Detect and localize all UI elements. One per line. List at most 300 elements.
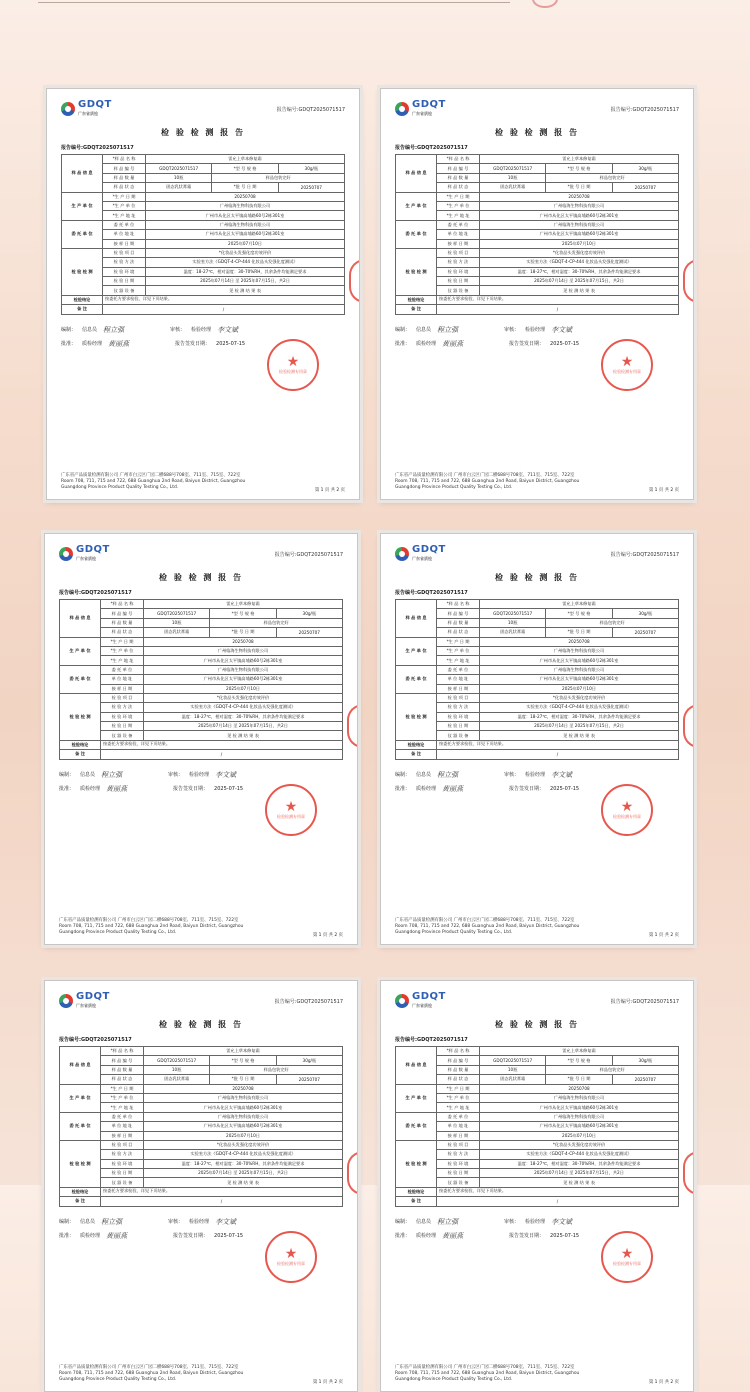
section-test: 检 验 检 测: [60, 693, 101, 740]
cell-label: 样 品 编 号: [437, 1056, 480, 1065]
cell-label: 单 位 地 址: [437, 675, 480, 684]
cell-sample-name: 雷允上草本修复霜: [144, 1047, 343, 1056]
sign-label: 批准：: [395, 785, 411, 792]
cell-label: *型 号 规 格: [546, 164, 612, 173]
cell-test-item: *化妆品头发强化度功效评价: [144, 693, 343, 702]
cell-sample-name: 雷允上草本修复霜: [480, 600, 679, 609]
cell-prod-date: 20250708: [480, 192, 679, 201]
signature-reviewer: 李文斌: [215, 1217, 237, 1226]
section-client: 委 托 单 位: [396, 220, 437, 248]
cell-test-date: 2025年07月14日 至 2025年07月15日，共2日: [480, 277, 679, 286]
report-no: GDQT2025071517: [81, 1037, 132, 1043]
footer-company-en: Guangdong Province Product Quality Testing Co., Ltd.: [395, 485, 513, 490]
signature-reviewer: 李文斌: [551, 770, 573, 779]
cell-label: 样 品 状 态: [101, 1075, 144, 1084]
report-table: [59, 1046, 343, 1207]
cell-prod-addr: 广州市从化区太平镇高埔路60号2栋301室: [480, 211, 679, 220]
report-title: 检 验 检 测 报 告: [495, 572, 579, 582]
cell-qty: 10瓶: [480, 618, 546, 627]
cell-label: 委 托 单 位: [437, 665, 480, 674]
cell-test-method: 实验室方法《GDQT-4-CP-444 化妆品头发强化度测试》: [144, 703, 343, 712]
cell-sample-no: GDQT2025071517: [480, 1056, 546, 1065]
report-footer: [61, 473, 345, 491]
section-conclusion: 检验结论: [396, 1187, 437, 1196]
report-no-top: GDQT2025071517: [296, 551, 343, 558]
cell-remark: /: [437, 1197, 679, 1206]
signature-approver: 黄丽燕: [106, 784, 128, 793]
cell-label: *生 产 日 期: [437, 637, 480, 646]
cell-spec: 30g/瓶: [612, 1056, 678, 1065]
cell-batch: 20250707: [612, 628, 678, 637]
section-conclusion: 检验结论: [60, 740, 101, 749]
footer-address-en: Room 708, 711, 715 and 722, 688 Guanghua 2nd Road, Baiyun District, Guangzhou: [395, 1371, 580, 1376]
cell-label: 检 验 日 期: [101, 1169, 144, 1178]
cell-package: 样品包装完好: [212, 173, 345, 182]
cell-label: *生 产 日 期: [437, 192, 480, 201]
footer-address-cn: 广东省产品质量检测有限公司 广州市白云区广园二横688号708室、711室、715室、722室: [395, 918, 575, 923]
sign-label: 编制：: [395, 1218, 411, 1225]
section-client: 委 托 单 位: [60, 665, 101, 693]
cell-equipment: 见 检 测 结 果 表: [146, 286, 345, 295]
cell-batch: 20250707: [278, 183, 344, 192]
issue-date-label: 报告签发日期：: [173, 1232, 209, 1239]
footer-address-en: Room 708, 711, 715 and 722, 688 Guanghua 2nd Road, Baiyun District, Guangzhou: [59, 924, 244, 929]
sign-label: 审核：: [504, 326, 520, 333]
cell-label: *批 号 日 期: [546, 628, 612, 637]
cell-label: *生 产 地 址: [437, 1103, 480, 1112]
cell-label: 单 位 地 址: [437, 1122, 480, 1131]
cell-label: *生 产 日 期: [101, 637, 144, 646]
sign-role: 检验经理: [525, 326, 546, 333]
report-title: 检 验 检 测 报 告: [161, 127, 245, 137]
page-number: 第 1 页 共 2 页: [312, 933, 343, 938]
gdqt-logo: [59, 992, 110, 1010]
cell-prod-unit: 广州临海生物科技有限公司: [480, 646, 679, 655]
cell-batch: 20250707: [612, 1075, 678, 1084]
signature-reviewer: 李文斌: [217, 325, 239, 334]
report-footer: [395, 473, 679, 491]
report-title: 检 验 检 测 报 告: [495, 1019, 579, 1029]
cell-label: *生 产 单 位: [101, 646, 144, 655]
page-number: 第 1 页 共 2 页: [314, 488, 345, 493]
section-test: 检 验 检 测: [396, 1140, 437, 1187]
cell-label: 仪 器 设 备: [437, 1178, 480, 1187]
sign-role: 检验经理: [191, 326, 212, 333]
cell-label: 单 位 地 址: [101, 1122, 144, 1131]
footer-address-cn: 广东省产品质量检测有限公司 广州市白云区广园二横688号708室、711室、715室、722室: [395, 1365, 575, 1370]
sign-label: 批准：: [59, 1232, 75, 1239]
cell-label: 检 验 项 目: [437, 248, 480, 257]
cell-label: 检 验 日 期: [101, 722, 144, 731]
cell-prod-addr: 广州市从化区太平镇高埔路60号2栋301室: [144, 1103, 343, 1112]
cell-label: 检 验 环 境: [437, 712, 480, 721]
signature-editor: 程立强: [437, 770, 459, 779]
cell-label: *型 号 规 格: [210, 1056, 276, 1065]
signature-approver: 黄丽燕: [442, 1231, 464, 1240]
cell-equipment: 见 检 测 结 果 表: [480, 286, 679, 295]
signature-reviewer: 李文斌: [215, 770, 237, 779]
section-sample: 样 品 信 息: [396, 600, 437, 638]
section-producer: 生 产 单 位: [60, 637, 101, 665]
cell-label: 检 验 项 目: [437, 693, 480, 702]
sign-label: 批准：: [59, 785, 75, 792]
footer-address-en: Room 708, 711, 715 and 722, 688 Guanghua 2nd Road, Baiyun District, Guangzhou: [395, 479, 580, 484]
logo-text: GDQT: [412, 99, 446, 110]
sign-role: 信息员: [416, 326, 432, 333]
logo-icon: [61, 102, 75, 116]
cell-prod-date: 20250708: [144, 1084, 343, 1093]
cell-recv-date: 2025年07月10日: [146, 239, 345, 248]
cell-label: 仪 器 设 备: [101, 731, 144, 740]
cell-status: 固态乳状膏霜: [480, 1075, 546, 1084]
issue-date-label: 报告签发日期：: [173, 785, 209, 792]
cell-remark: /: [101, 1197, 343, 1206]
footer-company-en: Guangdong Province Product Quality Testing Co., Ltd.: [61, 485, 179, 490]
report-no-label: 报告编号:: [610, 106, 633, 113]
section-remark: 备 注: [396, 1197, 437, 1206]
signature-approver: 黄丽燕: [108, 339, 130, 348]
issue-date: 2025-07-15: [214, 785, 244, 792]
signature-approver: 黄丽燕: [442, 784, 464, 793]
cell-spec: 30g/瓶: [278, 164, 344, 173]
cell-test-date: 2025年07月14日 至 2025年07月15日，共2日: [144, 722, 343, 731]
report-no: GDQT2025071517: [417, 1037, 468, 1043]
footer-company-en: Guangdong Province Product Quality Testing Co., Ltd.: [395, 1377, 513, 1382]
seal-fragment: [532, 0, 558, 8]
issue-date: 2025-07-15: [550, 340, 580, 347]
logo-icon: [395, 547, 409, 561]
report-no-label: 报告编号:: [276, 106, 299, 113]
cell-prod-addr: 广州市从化区太平镇高埔路60号2栋301室: [144, 656, 343, 665]
cell-client: 广州临海生物科技有限公司: [480, 220, 679, 229]
report-no-label: 报告编号:: [61, 145, 83, 151]
cell-test-item: *化妆品头发强化度功效评价: [480, 693, 679, 702]
cell-label: 样 品 数 量: [101, 1065, 144, 1074]
cell-conclusion: 按委托方要求检验，详见下页结果。: [103, 295, 345, 304]
cell-label: *生 产 地 址: [437, 656, 480, 665]
cell-recv-date: 2025年07月10日: [144, 684, 343, 693]
cell-prod-addr: 广州市从化区太平镇高埔路60号2栋301室: [480, 1103, 679, 1112]
cell-batch: 20250707: [276, 1075, 342, 1084]
cell-label: *批 号 日 期: [210, 628, 276, 637]
cell-label: 接 样 日 期: [437, 239, 480, 248]
signature-reviewer: 李文斌: [551, 1217, 573, 1226]
cell-conclusion: 按委托方要求检验，详见下页结果。: [437, 740, 679, 749]
cell-batch: 20250707: [612, 183, 678, 192]
cell-label: *样 品 名 称: [101, 1047, 144, 1056]
test-report-card: [46, 88, 360, 500]
report-footer: [395, 1365, 679, 1383]
cell-conclusion: 按委托方要求检验，详见下页结果。: [101, 1187, 343, 1196]
cell-prod-date: 20250708: [480, 1084, 679, 1093]
cell-label: *生 产 日 期: [103, 192, 146, 201]
section-remark: 备 注: [60, 750, 101, 759]
cell-test-method: 实验室方法《GDQT-4-CP-444 化妆品头发强化度测试》: [480, 258, 679, 267]
sign-role: 检验经理: [525, 771, 546, 778]
sign-label: 编制：: [395, 326, 411, 333]
cell-label: 检 验 方 法: [101, 703, 144, 712]
cell-spec: 30g/瓶: [276, 1056, 342, 1065]
sign-role: 质检经理: [82, 340, 103, 347]
signature-block: [395, 1215, 679, 1243]
cell-equipment: 见 检 测 结 果 表: [144, 1178, 343, 1187]
cell-sample-name: 雷允上草本修复霜: [144, 600, 343, 609]
report-table: [395, 154, 679, 315]
cell-label: 样 品 数 量: [437, 618, 480, 627]
cell-prod-unit: 广州临海生物科技有限公司: [146, 201, 345, 210]
star-icon: ★: [620, 1246, 634, 1262]
footer-address-cn: 广东省产品质量检测有限公司 广州市白云区广园二横688号708室、711室、715室、722室: [59, 1365, 239, 1370]
signature-editor: 程立强: [437, 325, 459, 334]
cell-status: 固态乳状膏霜: [480, 628, 546, 637]
top-divider: [38, 2, 510, 3]
cell-remark: /: [437, 750, 679, 759]
footer-company-en: Guangdong Province Product Quality Testing Co., Ltd.: [59, 1377, 177, 1382]
cell-label: *批 号 日 期: [546, 183, 612, 192]
cell-label: 委 托 单 位: [101, 665, 144, 674]
cell-label: *型 号 规 格: [210, 609, 276, 618]
issue-date: 2025-07-15: [216, 340, 246, 347]
report-footer: [59, 1365, 343, 1383]
signature-editor: 程立强: [101, 770, 123, 779]
cell-label: 检 验 环 境: [103, 267, 146, 276]
cell-test-item: *化妆品头发强化度功效评价: [480, 248, 679, 257]
cell-recv-date: 2025年07月10日: [480, 239, 679, 248]
report-no-label: 报告编号:: [59, 1037, 81, 1043]
sign-label: 批准：: [395, 1232, 411, 1239]
page-number: 第 1 页 共 2 页: [648, 488, 679, 493]
signature-block: [395, 768, 679, 796]
cell-label: *型 号 规 格: [546, 1056, 612, 1065]
cell-label: *样 品 名 称: [437, 155, 480, 164]
cell-client: 广州临海生物科技有限公司: [480, 665, 679, 674]
cell-label: 检 验 方 法: [437, 258, 480, 267]
report-no-label: 报告编号:: [395, 145, 417, 151]
sign-label: 编制：: [395, 771, 411, 778]
cell-label: 接 样 日 期: [101, 1131, 144, 1140]
cell-label: 样 品 数 量: [101, 618, 144, 627]
cell-client-addr: 广州市从化区太平镇高埔路60号2栋301室: [480, 1122, 679, 1131]
logo-subtext: 广东省质检: [412, 556, 432, 561]
issue-date-label: 报告签发日期：: [509, 1232, 545, 1239]
cell-recv-date: 2025年07月10日: [480, 1131, 679, 1140]
cell-qty: 10瓶: [144, 1065, 210, 1074]
cell-label: *型 号 规 格: [212, 164, 278, 173]
sign-role: 检验经理: [189, 1218, 210, 1225]
cell-test-env: 温度：18-27℃，相对湿度：30-70%RH，其余条件均能满足要求: [480, 1159, 679, 1168]
sign-label: 编制：: [59, 771, 75, 778]
cell-client-addr: 广州市从化区太平镇高埔路60号2栋301室: [144, 675, 343, 684]
cell-status: 固态乳状膏霜: [144, 1075, 210, 1084]
cell-label: 样 品 数 量: [437, 1065, 480, 1074]
cell-label: *样 品 名 称: [437, 1047, 480, 1056]
cell-label: 委 托 单 位: [437, 1112, 480, 1121]
edge-seal: [683, 259, 694, 303]
cell-equipment: 见 检 测 结 果 表: [480, 1178, 679, 1187]
cell-label: *样 品 名 称: [101, 600, 144, 609]
cell-recv-date: 2025年07月10日: [480, 684, 679, 693]
star-icon: ★: [284, 1246, 298, 1262]
cell-label: 单 位 地 址: [437, 230, 480, 239]
section-test: 检 验 检 测: [62, 248, 103, 295]
cell-label: 接 样 日 期: [101, 684, 144, 693]
cell-label: 检 验 环 境: [101, 712, 144, 721]
sign-label: 编制：: [59, 1218, 75, 1225]
seal-text: 检验检测专用章: [277, 814, 305, 819]
section-sample: 样 品 信 息: [60, 1047, 101, 1085]
logo-text: GDQT: [76, 991, 110, 1002]
cell-label: 样 品 状 态: [437, 628, 480, 637]
cell-label: 样 品 状 态: [437, 1075, 480, 1084]
footer-address-cn: 广东省产品质量检测有限公司 广州市白云区广园二横688号708室、711室、715室、722室: [61, 473, 241, 478]
cell-label: *生 产 日 期: [437, 1084, 480, 1093]
cell-label: 单 位 地 址: [103, 230, 146, 239]
cell-sample-no: GDQT2025071517: [480, 164, 546, 173]
cell-sample-no: GDQT2025071517: [144, 609, 210, 618]
report-no-label: 报告编号:: [610, 998, 633, 1005]
sign-label: 审核：: [168, 1218, 184, 1225]
cell-equipment: 见 检 测 结 果 表: [480, 731, 679, 740]
cell-client-addr: 广州市从化区太平镇高埔路60号2栋301室: [480, 675, 679, 684]
report-table: [59, 599, 343, 760]
signature-editor: 程立强: [103, 325, 125, 334]
cell-recv-date: 2025年07月10日: [144, 1131, 343, 1140]
cell-test-item: *化妆品头发强化度功效评价: [146, 248, 345, 257]
report-no-top: GDQT2025071517: [298, 106, 345, 113]
sign-label: 审核：: [504, 771, 520, 778]
cell-label: 样 品 编 号: [437, 609, 480, 618]
logo-text: GDQT: [412, 544, 446, 555]
sign-role: 质检经理: [80, 1232, 101, 1239]
cell-test-date: 2025年07月14日 至 2025年07月15日，共2日: [146, 277, 345, 286]
section-producer: 生 产 单 位: [396, 1084, 437, 1112]
cell-label: 样 品 状 态: [437, 183, 480, 192]
cell-label: *生 产 地 址: [101, 656, 144, 665]
cell-qty: 10瓶: [480, 173, 546, 182]
cell-label: 检 验 项 目: [101, 693, 144, 702]
test-report-card: [44, 533, 358, 945]
cell-label: 检 验 日 期: [437, 1169, 480, 1178]
issue-date-label: 报告签发日期：: [509, 785, 545, 792]
cell-prod-addr: 广州市从化区太平镇高埔路60号2栋301室: [146, 211, 345, 220]
cell-spec: 30g/瓶: [612, 164, 678, 173]
section-conclusion: 检验结论: [62, 295, 103, 304]
cell-qty: 10瓶: [144, 618, 210, 627]
cell-client: 广州临海生物科技有限公司: [146, 220, 345, 229]
gdqt-logo: [61, 100, 112, 118]
signature-block: [59, 1215, 343, 1243]
cell-label: 检 验 项 目: [101, 1140, 144, 1149]
section-sample: 样 品 信 息: [62, 155, 103, 193]
cell-package: 样品包装完好: [546, 1065, 679, 1074]
cell-label: 仪 器 设 备: [437, 286, 480, 295]
sign-role: 信息员: [82, 326, 98, 333]
seal-text: 检验检测专用章: [613, 369, 641, 374]
cell-test-env: 温度：18-27℃，相对湿度：30-70%RH，其余条件均能满足要求: [144, 1159, 343, 1168]
section-producer: 生 产 单 位: [60, 1084, 101, 1112]
cell-prod-date: 20250708: [480, 637, 679, 646]
cell-prod-unit: 广州临海生物科技有限公司: [144, 646, 343, 655]
cell-test-item: *化妆品头发强化度功效评价: [480, 1140, 679, 1149]
cell-test-method: 实验室方法《GDQT-4-CP-444 化妆品头发强化度测试》: [480, 1150, 679, 1159]
edge-seal: [347, 704, 358, 748]
report-no: GDQT2025071517: [417, 590, 468, 596]
seal-text: 检验检测专用章: [613, 814, 641, 819]
section-client: 委 托 单 位: [396, 1112, 437, 1140]
logo-subtext: 广东省质检: [412, 111, 432, 116]
section-producer: 生 产 单 位: [396, 637, 437, 665]
logo-subtext: 广东省质检: [78, 111, 98, 116]
signature-approver: 黄丽燕: [442, 339, 464, 348]
sign-label: 审核：: [170, 326, 186, 333]
cell-label: 检 验 项 目: [103, 248, 146, 257]
cell-label: 检 验 环 境: [437, 267, 480, 276]
cell-test-date: 2025年07月14日 至 2025年07月15日，共2日: [144, 1169, 343, 1178]
edge-seal: [683, 1151, 694, 1195]
cell-label: *生 产 单 位: [101, 1093, 144, 1102]
cell-client-addr: 广州市从化区太平镇高埔路60号2栋301室: [480, 230, 679, 239]
cell-package: 样品包装完好: [210, 618, 343, 627]
cell-label: 检 验 环 境: [101, 1159, 144, 1168]
cell-label: 检 验 方 法: [437, 703, 480, 712]
page-number: 第 1 页 共 2 页: [648, 933, 679, 938]
report-no-label: 报告编号:: [59, 590, 81, 596]
cell-client: 广州临海生物科技有限公司: [480, 1112, 679, 1121]
cell-equipment: 见 检 测 结 果 表: [144, 731, 343, 740]
section-sample: 样 品 信 息: [60, 600, 101, 638]
logo-text: GDQT: [412, 991, 446, 1002]
cell-label: 样 品 编 号: [101, 1056, 144, 1065]
cell-label: 委 托 单 位: [103, 220, 146, 229]
report-title: 检 验 检 测 报 告: [159, 572, 243, 582]
cell-label: 接 样 日 期: [437, 684, 480, 693]
cell-label: 样 品 数 量: [103, 173, 146, 182]
edge-seal: [349, 259, 360, 303]
test-report-card: [44, 980, 358, 1392]
section-test: 检 验 检 测: [396, 248, 437, 295]
cell-sample-name: 雷允上草本修复霜: [146, 155, 345, 164]
cell-batch: 20250707: [276, 628, 342, 637]
footer-address-cn: 广东省产品质量检测有限公司 广州市白云区广园二横688号708室、711室、715室、722室: [59, 918, 239, 923]
cell-label: 仪 器 设 备: [437, 731, 480, 740]
cell-qty: 10瓶: [146, 173, 212, 182]
cell-label: 样 品 数 量: [437, 173, 480, 182]
report-no: GDQT2025071517: [417, 145, 468, 151]
logo-text: GDQT: [76, 544, 110, 555]
cell-test-item: *化妆品头发强化度功效评价: [144, 1140, 343, 1149]
cell-sample-no: GDQT2025071517: [146, 164, 212, 173]
issue-date: 2025-07-15: [550, 785, 580, 792]
footer-address-en: Room 708, 711, 715 and 722, 688 Guanghua 2nd Road, Baiyun District, Guangzhou: [59, 1371, 244, 1376]
cell-label: *样 品 名 称: [437, 600, 480, 609]
cell-label: *生 产 地 址: [103, 211, 146, 220]
logo-subtext: 广东省质检: [76, 556, 96, 561]
cell-package: 样品包装完好: [210, 1065, 343, 1074]
report-no: GDQT2025071517: [81, 590, 132, 596]
logo-text: GDQT: [78, 99, 112, 110]
cell-label: *生 产 地 址: [101, 1103, 144, 1112]
sign-label: 编制：: [61, 326, 77, 333]
cell-label: 仪 器 设 备: [103, 286, 146, 295]
issue-date: 2025-07-15: [550, 1232, 580, 1239]
section-sample: 样 品 信 息: [396, 1047, 437, 1085]
cell-label: 检 验 日 期: [437, 277, 480, 286]
cell-label: *生 产 单 位: [437, 1093, 480, 1102]
cell-label: *生 产 日 期: [101, 1084, 144, 1093]
cell-label: *生 产 单 位: [437, 646, 480, 655]
cell-client-addr: 广州市从化区太平镇高埔路60号2栋301室: [144, 1122, 343, 1131]
cell-client: 广州临海生物科技有限公司: [144, 1112, 343, 1121]
